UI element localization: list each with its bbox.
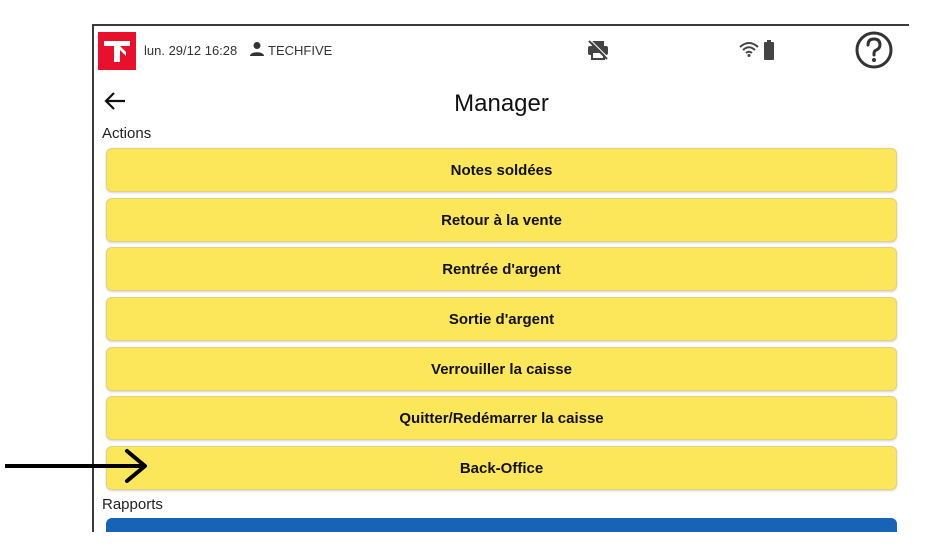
status-bar [94,26,909,72]
help-icon[interactable] [854,30,894,75]
back-office-button[interactable]: Back-Office [106,446,897,490]
verrouiller-caisse-button[interactable]: Verrouiller la caisse [106,347,897,391]
battery-icon [764,40,774,65]
wifi-icon [739,41,759,62]
printer-off-icon [587,40,609,65]
reports-first-button[interactable] [106,518,897,532]
actions-section-label: Actions [102,125,152,142]
pointer-arrow-icon [5,447,150,490]
notes-soldees-button[interactable]: Notes soldées [106,148,897,192]
datetime-text: lun. 29/12 16:28 [144,43,238,58]
logo-icon [98,32,136,70]
rentree-argent-button[interactable]: Rentrée d'argent [106,247,897,291]
page-title: Manager [454,90,549,117]
sortie-argent-button[interactable]: Sortie d'argent [106,297,897,341]
retour-vente-button[interactable]: Retour à la vente [106,198,897,242]
device-screen [92,24,909,532]
quitter-redemarrer-button[interactable]: Quitter/Redémarrer la caisse [106,396,897,440]
user-icon [249,41,265,62]
reports-section-label: Rapports [102,496,163,513]
user-name: TECHFIVE [268,43,333,58]
